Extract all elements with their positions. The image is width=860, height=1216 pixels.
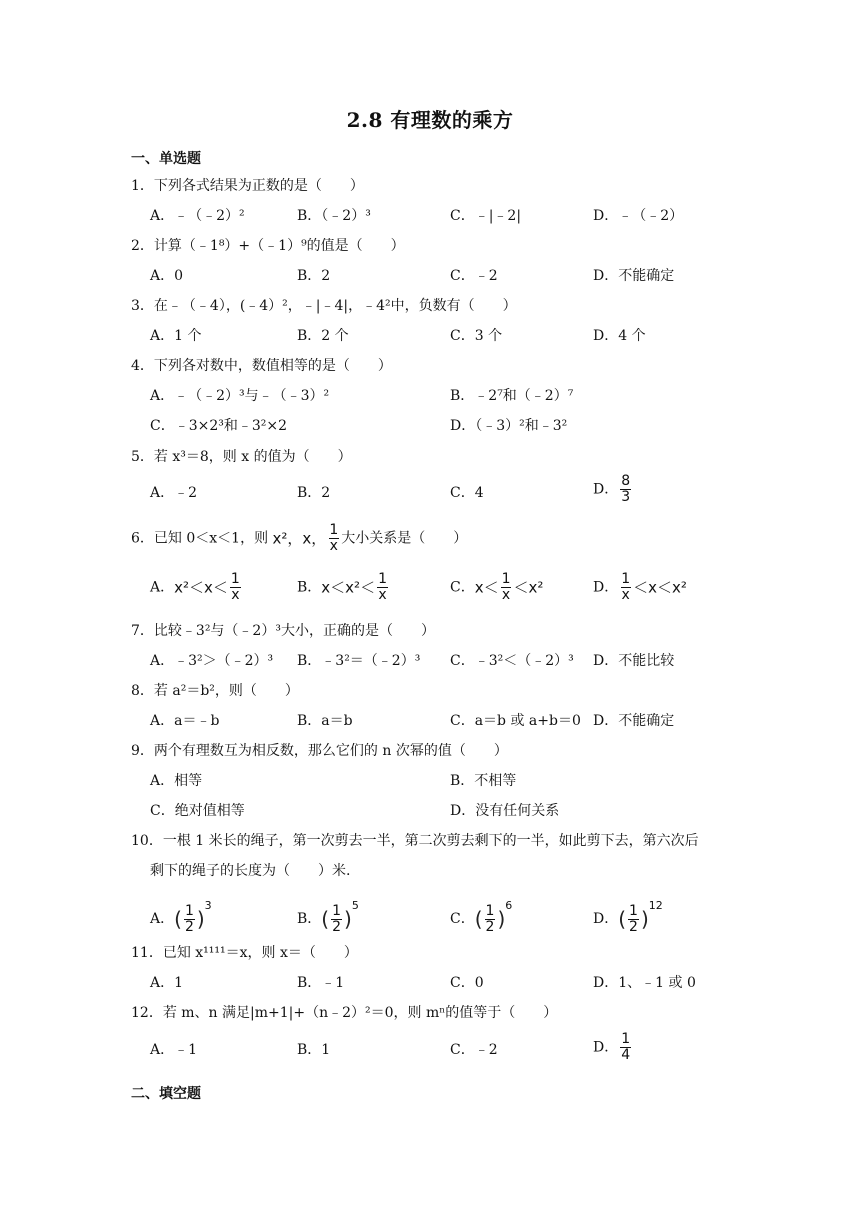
section-heading-fill-blank: 二、填空题 [131,1086,201,1102]
q10-option-d[interactable]: D．( $\frac{1}{2}$ )$^{12}$ [593,899,663,935]
q4-option-c[interactable]: C．﹣3×2³和﹣3²×2 [150,418,288,434]
q5-option-c[interactable]: C．4 [450,485,484,501]
question-12-stem: 12．若 m、n 满足|m+1|+（n﹣2）²＝0，则 mⁿ的值等于（ ） [131,1005,558,1021]
q12-option-b[interactable]: B．1 [297,1042,331,1058]
q1-option-c[interactable]: C．﹣|﹣2| [450,208,522,224]
fraction: $\frac{1}{x}$ [230,571,240,603]
q12-option-d[interactable] [593,1032,633,1063]
q11-option-c[interactable]: C．0 [450,975,484,991]
question-6-stem: 6．已知 0＜x＜1，则 x²，x， $\frac{1}{x}$ 大小关系是（ ） [131,522,468,554]
fraction: $\frac{1}{2}$ [629,902,638,935]
q6-option-c[interactable]: C．x＜ $\frac{1}{x}$ ＜x² [450,571,544,603]
q8-option-b[interactable]: B．a＝b [297,713,353,729]
q10-option-a[interactable]: A．( $\frac{1}{2}$ )$^3$ [150,899,212,935]
option-letter: D． [593,1039,619,1056]
fraction: $\frac{8}{3}$ [621,473,631,505]
q7-option-a[interactable]: A．﹣3²＞（﹣2）³ [150,653,274,669]
q6-option-a[interactable]: A．x²＜x＜ $\frac{1}{x}$ [150,571,240,603]
q3-option-a[interactable]: A．1 个 [150,328,202,344]
q7-option-d[interactable]: D．不能比较 [593,653,675,669]
fraction: $\frac{1}{2}$ [332,902,342,935]
fraction: $\frac{1}{4}$ [621,1031,631,1063]
q4-option-d[interactable]: D．（﹣3）²和﹣3² [450,418,568,434]
question-7-stem: 7．比较﹣3²与（﹣2）³大小，正确的是（ ） [131,623,435,639]
q11-option-d[interactable]: D．1、﹣1 或 0 [593,975,696,991]
q8-option-d[interactable]: D．不能确定 [593,713,675,729]
q6-option-b[interactable]: B．x＜x²＜ $\frac{1}{x}$ [297,571,387,603]
q5-option-b[interactable]: B．2 [297,485,331,501]
q12-option-c[interactable]: C．﹣2 [450,1042,498,1058]
q4-option-b[interactable]: B．﹣2⁷和（﹣2）⁷ [450,388,574,404]
q8-option-a[interactable]: A．a＝﹣b [150,713,220,729]
q3-option-b[interactable]: B．2 个 [297,328,349,344]
q1-option-a[interactable]: A．﹣（﹣2）² [150,208,245,224]
q10-option-c[interactable]: C．( $\frac{1}{2}$ )$^6$ [450,899,513,935]
q9-option-a[interactable]: A．相等 [150,773,203,789]
fraction: $\frac{1}{x}$ [329,522,339,554]
fraction: $\frac{1}{x}$ [501,571,511,603]
question-4-stem: 4．下列各对数中，数值相等的是（ ） [131,358,392,374]
question-5-stem: 5．若 x³＝8，则 x 的值为（ ） [131,449,352,465]
question-10-stem-line-2: 剩下的绳子的长度为（ ）米. [150,863,351,879]
q1-option-d[interactable]: D．﹣（﹣2） [593,208,684,224]
q9-option-b[interactable]: B．不相等 [450,773,517,789]
section-heading-single-choice: 一、单选题 [131,151,201,167]
q11-option-b[interactable]: B．﹣1 [297,975,345,991]
q5-option-a[interactable]: A．﹣2 [150,485,198,501]
q7-option-b[interactable]: B．﹣3²＝（﹣2）³ [297,653,421,669]
option-letter: D． [593,481,619,498]
question-8-stem: 8．若 a²＝b²，则（ ） [131,683,299,699]
q2-option-d[interactable]: D．不能确定 [593,268,675,284]
q3-option-c[interactable]: C．3 个 [450,328,503,344]
question-3-stem: 3．在﹣（﹣4），(﹣4）²，﹣|﹣4|，﹣4²中，负数有（ ） [131,298,517,314]
q2-option-b[interactable]: B．2 [297,268,331,284]
page-title: 2.8 有理数的乘方 [346,108,514,132]
question-1-stem: 1．下列各式结果为正数的是（ ） [131,178,364,194]
q4-option-a[interactable]: A．﹣（﹣2）³与﹣（﹣3）² [150,388,330,404]
fraction: $\frac{1}{2}$ [485,902,495,935]
q10-option-b[interactable]: B．( $\frac{1}{2}$ )$^5$ [297,899,359,935]
q3-option-d[interactable]: D．4 个 [593,328,646,344]
question-11-stem: 11．已知 x¹¹¹¹＝x，则 x＝（ ） [131,945,358,961]
q12-option-a[interactable]: A．﹣1 [150,1042,198,1058]
q9-option-c[interactable]: C．绝对值相等 [150,803,245,819]
q7-option-c[interactable]: C．﹣3²＜（﹣2）³ [450,653,574,669]
q8-option-c[interactable]: C．a＝b 或 a+b＝0 [450,713,581,729]
q9-option-d[interactable]: D．没有任何关系 [450,803,560,819]
question-2-stem: 2．计算（﹣1⁸）+（﹣1）⁹的值是（ ） [131,238,405,254]
q11-option-a[interactable]: A．1 [150,975,184,991]
fraction: $\frac{1}{x}$ [378,571,387,603]
q1-option-b[interactable]: B．（﹣2）³ [297,208,371,224]
question-9-stem: 9．两个有理数互为相反数，那么它们的 n 次幂的值（ ） [131,743,508,759]
q6-option-d[interactable]: D． $\frac{1}{x}$ ＜x＜x² [593,571,687,603]
q2-option-a[interactable]: A．0 [150,268,184,284]
fraction: $\frac{1}{2}$ [184,902,194,935]
q5-option-d[interactable] [593,474,633,505]
fraction: $\frac{1}{x}$ [621,571,631,603]
question-10-stem-line-1: 10．一根 1 米长的绳子，第一次剪去一半，第二次剪去剩下的一半，如此剪下去，第六次后 [131,833,699,849]
q2-option-c[interactable]: C．﹣2 [450,268,498,284]
